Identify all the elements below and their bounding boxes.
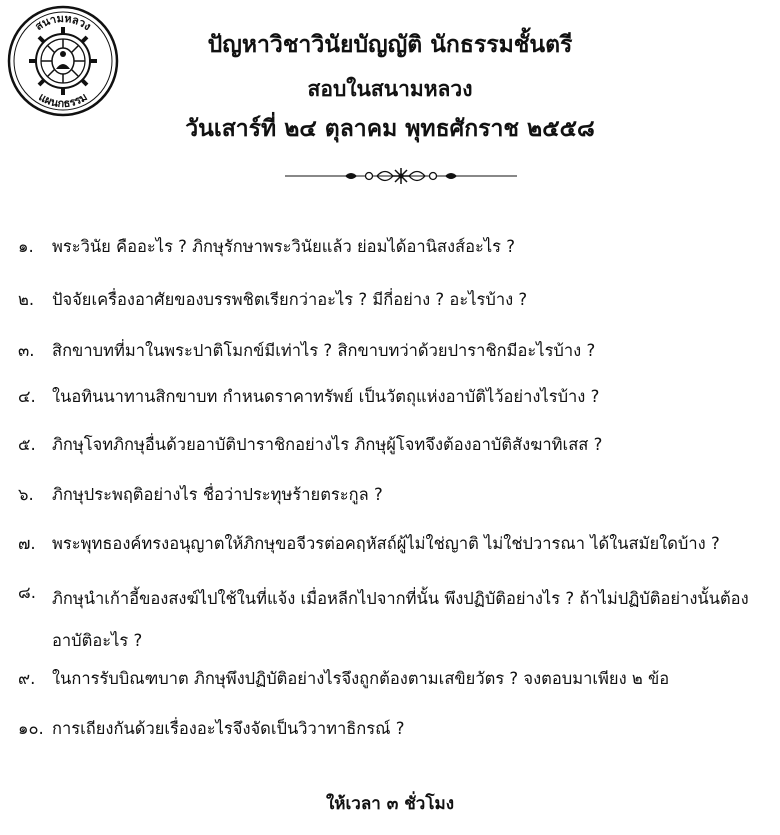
question-item <box>18 480 383 510</box>
question-item <box>18 382 599 412</box>
dharma-wheel-icon <box>29 27 97 95</box>
question-number: ๘. <box>18 583 36 602</box>
question-text: สิกขาบทที่มาในพระปาติโมกข์มีเท่าไร ? สิกขาบทว่าด้วยปาราชิกมีอะไรบ้าง ? <box>52 341 596 360</box>
question-number: ๑. <box>18 237 34 256</box>
time-allowed: ให้เวลา ๓ ชั่วโมง <box>325 794 454 814</box>
question-text: ภิกษุประพฤติอย่างไร ชื่อว่าประทุษร้ายตระกูล ? <box>52 485 383 504</box>
question-text: ปัจจัยเครื่องอาศัยของบรรพชิตเรียกว่าอะไร ? มีกี่อย่าง ? อะไรบ้าง ? <box>52 290 528 309</box>
ornamental-divider <box>285 165 517 187</box>
question-item <box>18 664 669 694</box>
question-item <box>18 529 720 559</box>
question-text: ภิกษุนำเก้าอี้ของสงฆ์ไปใช้ในที่แจ้ง เมื่อหลีกไปจากที่นั้น พึงปฏิบัติอย่างไร ? ถ้าไม่ปฏิบัติอย่างนั้นต้องอาบัติอะไร ? <box>52 589 749 650</box>
question-number: ๒. <box>18 290 35 309</box>
question-text: การเถียงกันด้วยเรื่องอะไรจึงจัดเป็นวิวาทาธิกรณ์ ? <box>52 719 405 738</box>
question-text: พระพุทธองค์ทรงอนุญาตให้ภิกษุขอจีวรต่อคฤหัสถ์ผู้ไม่ใช่ญาติ ไม่ใช่ปวารณา ได้ในสมัยใดบ้าง ? <box>52 534 720 553</box>
question-text: พระวินัย คืออะไร ? ภิกษุรักษาพระวินัยแล้ว ย่อมได้อานิสงส์อะไร ? <box>52 237 516 256</box>
question-item <box>18 336 595 366</box>
question-number: ๓. <box>18 341 35 360</box>
question-item <box>18 714 404 744</box>
question-text: ในการรับบิณฑบาต ภิกษุพึงปฏิบัติอย่างไรจึงถูกต้องตามเสขิยวัตร ? จงตอบมาเพียง ๒ ข้อ <box>52 669 670 688</box>
question-number: ๗. <box>18 534 36 553</box>
exam-subtitle: สอบในสนามหลวง <box>307 77 473 101</box>
exam-date: วันเสาร์ที่ ๒๔ ตุลาคม พุทธศักราช ๒๕๕๘ <box>185 116 595 142</box>
seal-bottom-text: แผนกธรรม <box>36 90 90 111</box>
question-text: ภิกษุโจทภิกษุอื่นด้วยอาบัติปาราชิกอย่างไร ภิกษุผู้โจทจึงต้องอาบัติสังฆาทิเสส ? <box>52 435 603 454</box>
exam-title: ปัญหาวิชาวินัยบัญญัติ นักธรรมชั้นตรี <box>207 32 573 58</box>
question-number: ๖. <box>18 485 34 504</box>
question-number: ๔. <box>18 387 36 406</box>
question-item <box>18 430 602 460</box>
question-number: ๕. <box>18 435 36 454</box>
seal-top-text: สนามหลวง <box>32 11 94 34</box>
question-list <box>18 232 778 738</box>
question-item <box>18 285 527 315</box>
question-number: ๙. <box>18 669 36 688</box>
exam-header <box>130 30 650 144</box>
question-number: ๑๐. <box>18 719 44 738</box>
question-text: ในอทินนาทานสิกขาบท กำหนดราคาทรัพย์ เป็นวัตถุแห่งอาบัติไว้อย่างไรบ้าง ? <box>52 387 600 406</box>
dharma-wheel-seal <box>7 5 119 117</box>
question-item <box>18 578 758 662</box>
question-item <box>18 232 778 262</box>
